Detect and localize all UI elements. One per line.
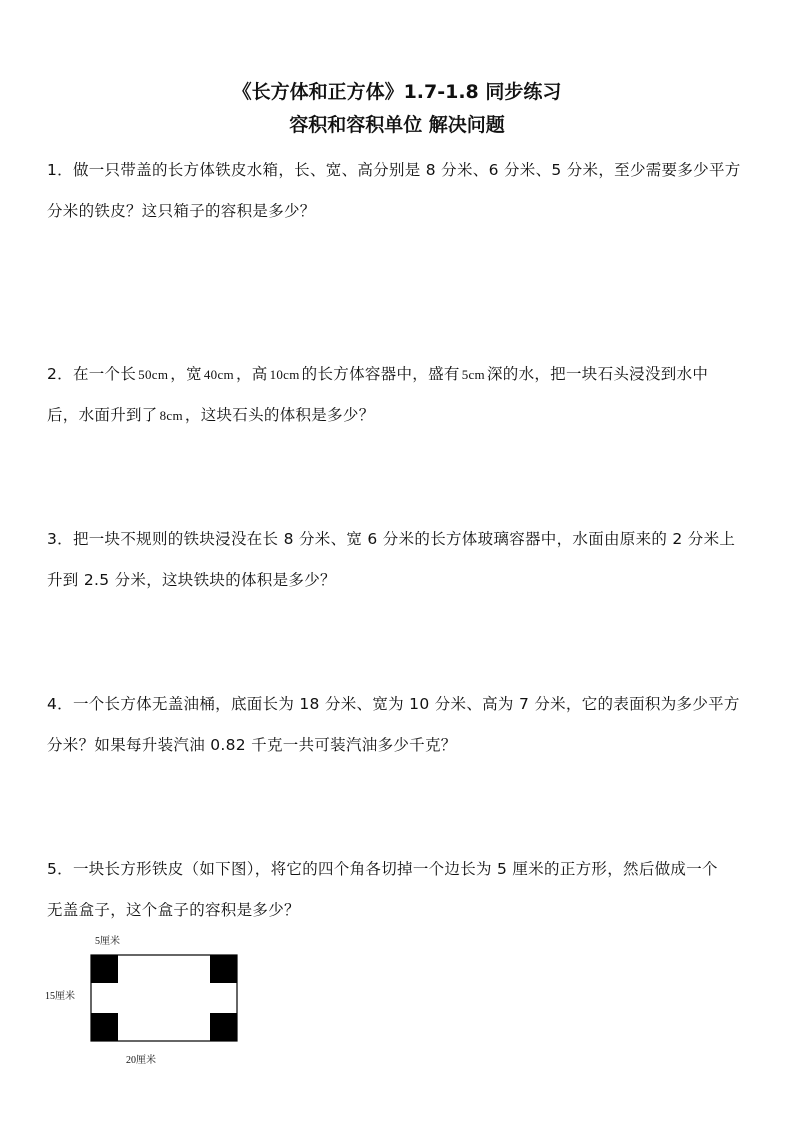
question-3-line-2: 升到 2.5 分米，这块铁块的体积是多少？ (47, 571, 336, 589)
q2-width-value: 40cm (203, 367, 234, 382)
question-4-line-1: 4．一个长方体无盖油桶，底面长为 18 分米、宽为 10 分米、高为 7 分米，它的表面积为多少平方 (47, 695, 740, 713)
q2-length-value: 50cm (138, 367, 169, 382)
question-1-line-1: 1．做一只带盖的长方体铁皮水箱，长、宽、高分别是 8 分米、6 分米、5 分米，至少需要多少平方 (47, 161, 741, 179)
question-3-line-1: 3．把一块不规则的铁块浸没在长 8 分米、宽 6 分米的长方体玻璃容器中，水面由原来的 2 分米上 (47, 530, 736, 548)
question-5-line-2: 无盖盒子，这个盒子的容积是多少？ (47, 901, 300, 919)
sheet-figure (40, 930, 260, 1070)
question-2-line-1 (47, 354, 752, 395)
question-2-line-2 (47, 395, 752, 436)
q2-text-3: ，高 (235, 365, 268, 383)
page-title: 《长方体和正方体》1.7-1.8 同步练习 (232, 81, 562, 103)
q2-height-value: 10cm (269, 367, 300, 382)
q2-text-6: 后，水面升到了 (47, 406, 158, 424)
q2-text-4: 的长方体容器中，盛有 (301, 365, 460, 383)
label-sheet-length: 20厘米 (126, 1055, 156, 1066)
sheet-diagram (40, 930, 260, 1070)
question-1-line-2: 分米的铁皮？这只箱子的容积是多少？ (47, 202, 316, 220)
question-5 (47, 849, 752, 931)
question-2 (47, 354, 752, 436)
corner-square-top-left (91, 955, 118, 983)
label-corner-size: 5厘米 (95, 936, 120, 947)
question-4 (47, 684, 752, 766)
q2-new-level-value: 8cm (159, 408, 183, 423)
q2-water-depth-value: 5cm (461, 367, 485, 382)
q2-text-5: 深的水，把一块石头浸没到水中 (486, 365, 709, 383)
corner-square-top-right (210, 955, 237, 983)
q2-text-7: ，这块石头的体积是多少？ (184, 406, 375, 424)
corner-square-bottom-right (210, 1013, 237, 1041)
page-subtitle: 容积和容积单位 解决问题 (289, 114, 505, 136)
question-4-line-2: 分米？如果每升装汽油 0.82 千克一共可装汽油多少千克？ (47, 736, 457, 754)
corner-square-bottom-left (91, 1013, 118, 1041)
label-sheet-width: 15厘米 (45, 991, 75, 1002)
q2-text-2: ，宽 (170, 365, 202, 383)
question-1 (47, 150, 752, 232)
question-3 (47, 519, 752, 601)
question-5-line-1: 5．一块长方形铁皮（如下图），将它的四个角各切掉一个边长为 5 厘米的正方形，然后做成一个 (47, 860, 718, 878)
q2-text-1: 2．在一个长 (47, 365, 137, 383)
